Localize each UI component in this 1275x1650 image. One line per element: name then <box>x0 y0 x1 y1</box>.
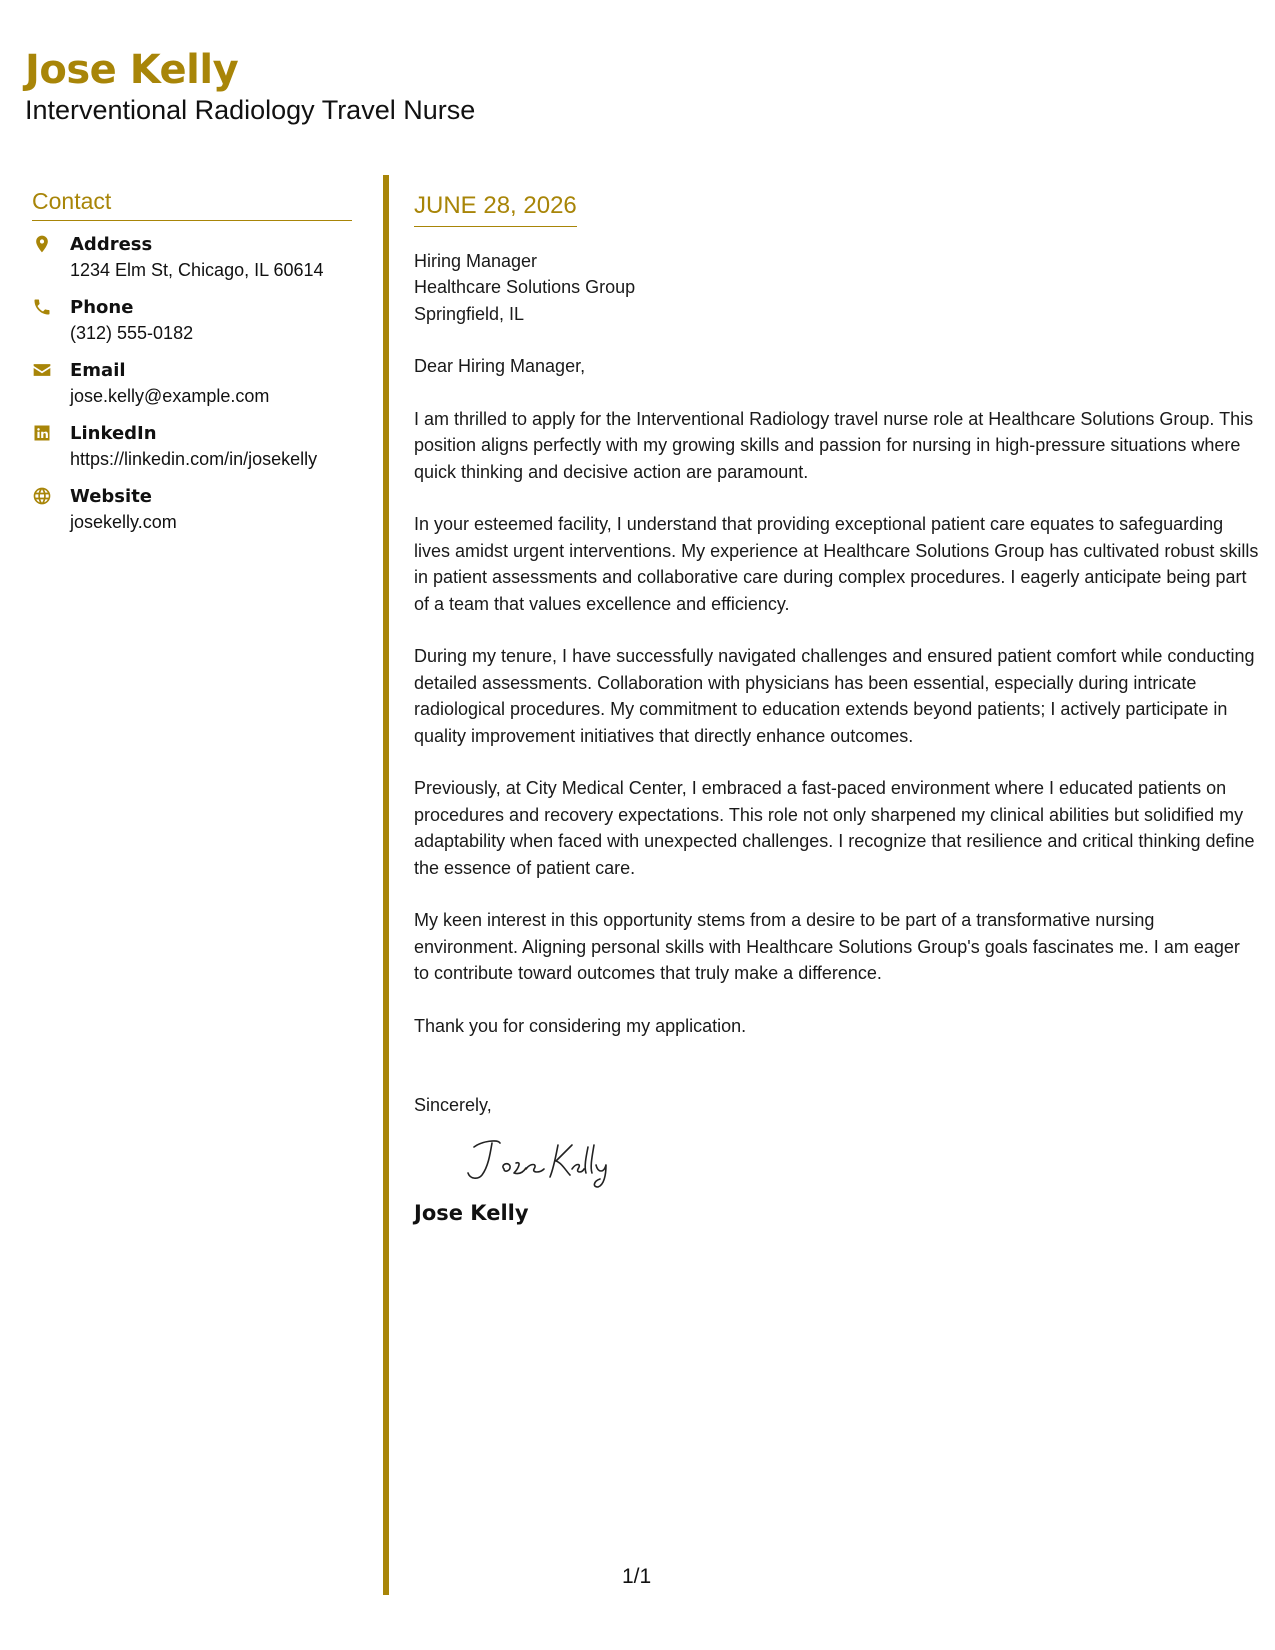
contact-label: LinkedIn <box>70 422 157 444</box>
recipient-line: Springfield, IL <box>414 303 525 324</box>
globe-icon <box>32 485 70 506</box>
contact-sidebar <box>32 188 352 548</box>
map-pin-icon <box>32 233 70 254</box>
email-value[interactable]: jose.kelly@example.com <box>70 385 270 406</box>
phone-icon <box>32 296 70 317</box>
signed-name: Jose Kelly <box>414 1200 529 1225</box>
applicant-name: Jose Kelly <box>25 47 239 93</box>
phone-value[interactable]: (312) 555-0182 <box>70 322 194 343</box>
envelope-icon <box>32 359 70 380</box>
job-title: Interventional Radiology Travel Nurse <box>25 95 476 125</box>
website-value[interactable]: josekelly.com <box>70 511 177 532</box>
linkedin-value[interactable]: https://linkedin.com/in/josekelly <box>70 448 318 469</box>
letter-header <box>25 48 475 126</box>
contact-item-linkedin <box>32 422 352 485</box>
body-paragraph: Previously, at City Medical Center, I embraced a fast-paced environment where I educated patients on procedures and recovery expectations. This role not only sharpened my clinical abilities but solidified my adaptability when faced with unexpected challenges. I recognize that resilience and critical thinking define the essence of patient care. <box>414 778 1255 878</box>
recipient-line: Healthcare Solutions Group <box>414 277 636 298</box>
letter-date: JUNE 28, 2026 <box>414 192 577 227</box>
closing: Sincerely, <box>414 1095 492 1116</box>
body-paragraph: I am thrilled to apply for the Interventional Radiology travel nurse role at Healthcare Solutions Group. This position aligns perfectly with my growing skills and passion for nursing in high-pressure situations where quick thinking and decisive action are paramount. <box>414 408 1254 482</box>
linkedin-icon <box>32 422 70 443</box>
contact-label: Email <box>70 359 126 381</box>
salutation: Dear Hiring Manager, <box>414 356 586 377</box>
contact-item-website <box>32 485 352 548</box>
page-number: 1/1 <box>622 1565 652 1588</box>
vertical-divider <box>383 175 389 1595</box>
contact-heading: Contact <box>32 188 352 221</box>
contact-label: Website <box>70 485 153 507</box>
contact-item-email <box>32 359 352 422</box>
handwritten-signature <box>460 1133 630 1191</box>
contact-label: Phone <box>70 296 134 318</box>
contact-item-phone <box>32 296 352 359</box>
body-paragraph: During my tenure, I have successfully navigated challenges and ensured patient comfort while conducting detailed assessments. Collaboration with physicians has been essential, especially during intricate radiological procedures. My commitment to education extends beyond patients; I actively participate in quality improvement initiatives that directly enhance outcomes. <box>414 646 1255 746</box>
body-paragraph: Thank you for considering my application. <box>414 1015 747 1036</box>
body-paragraph: In your esteemed facility, I understand that providing exceptional patient care equates to safeguarding lives amidst urgent interventions. My experience at Healthcare Solutions Group has cultivated robust skills in patient assessments and collaborative care during complex procedures. I eagerly anticipate being part of a team that values excellence and efficiency. <box>414 514 1259 614</box>
contact-list <box>32 233 352 548</box>
recipient-line: Hiring Manager <box>414 250 538 271</box>
address-value: 1234 Elm St, Chicago, IL 60614 <box>70 259 324 280</box>
contact-label: Address <box>70 233 153 255</box>
recipient-block <box>414 248 1259 328</box>
letter-body <box>414 192 1259 1225</box>
contact-item-address <box>32 233 352 296</box>
body-paragraph: My keen interest in this opportunity stems from a desire to be part of a transformative nursing environment. Aligning personal skills with Healthcare Solutions Group's goals fascinates me. I am eager to contribute toward outcomes that truly make a difference. <box>414 910 1240 984</box>
